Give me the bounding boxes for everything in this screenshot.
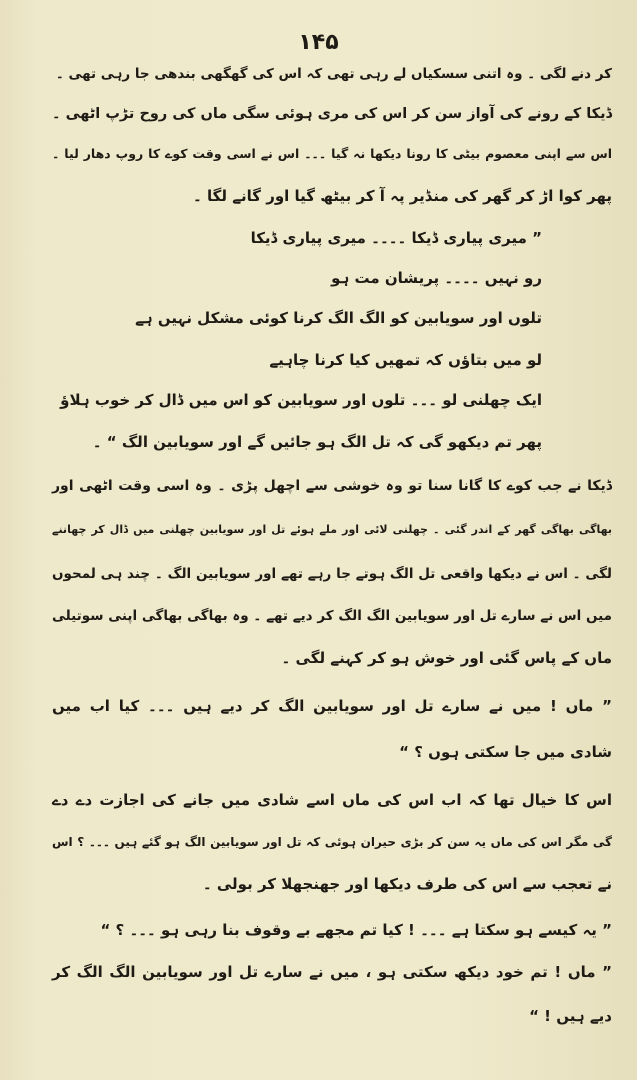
poem-line: لو میں بتاؤں کہ تمھیں کیا کرنا چاہیے — [269, 351, 542, 369]
text-line: بھاگی بھاگی گھر کے اندر گئی ۔ چھلنی لائی اور ملے ہوئے تل اور سویابین چھلنی میں ڈال کر چھاننے — [52, 523, 612, 536]
text-line: ” یہ کیسے ہو سکتا ہے ۔۔۔ ! کیا تم مجھے بے وقوف بنا رہی ہو ۔۔۔ ؟ “ — [100, 921, 612, 939]
text-line: میں اس نے سارے تل اور سویابین الگ الگ کر دیے تھے ۔ وہ بھاگی بھاگی اپنی سوتیلی — [52, 608, 612, 624]
page-number: ۱۴۵ — [298, 30, 339, 55]
text-line: شادی میں جا سکتی ہوں ؟ “ — [399, 743, 612, 761]
text-line: کر دنے لگی ۔ وہ اتنی سسکیاں لے رہی تھی کہ اس کی گھگھی بندھی جا رہی تھی ۔ — [55, 66, 612, 82]
poem-line: رو نہیں ۔۔۔۔ پریشان مت ہو — [331, 269, 542, 287]
text-line: دیے ہیں ! “ — [529, 1007, 612, 1025]
text-line: ماں کے پاس گئی اور خوش ہو کر کہنے لگی ۔ — [281, 649, 612, 667]
text-line: لگی ۔ اس نے دیکھا واقعی تل الگ ہوتے جا رہے تھے اور سویابین الگ ۔ چند ہی لمحوں — [52, 566, 612, 582]
poem-line: پھر تم دیکھو گی کہ تل الگ ہو جائیں گے اور سویابین الگ “ ۔ — [92, 433, 542, 451]
text-line: ڈیکا نے جب کوے کا گانا سنا تو وہ خوشی سے اچھل پڑی ۔ وہ اسی وقت اٹھی اور — [52, 478, 612, 494]
text-line: اس کا خیال تھا کہ اب اس کی ماں اسے شادی میں جانے کی اجازت دے دے — [52, 791, 612, 809]
text-line: گی مگر اس کی ماں یہ سن کر بڑی حیران ہوئی کہ تل اور سویابین الگ ہو گئے ہیں ۔۔۔ ؟ اس — [52, 835, 612, 849]
text-line: ” ماں ! تم خود دیکھ سکتی ہو ، میں نے سارے تل اور سویابین الگ الگ کر — [52, 963, 612, 981]
text-line: ” ماں ! میں نے سارے تل اور سویابین الگ کر دیے ہیں ۔۔۔ کیا اب میں — [52, 697, 612, 715]
poem-line: ” میری پیاری ڈیکا ۔۔۔۔ میری پیاری ڈیکا — [250, 229, 542, 247]
page-text — [52, 60, 612, 1060]
poem-line: ایک چھلنی لو ۔۔۔ تلوں اور سویابین کو اس میں ڈال کر خوب ہلاؤ — [60, 391, 542, 409]
poem-line: تلوں اور سویابین کو الگ الگ کرنا کوئی مشکل نہیں ہے — [135, 309, 542, 327]
text-line: نے تعجب سے اس کی طرف دیکھا اور جھنجھلا کر بولی ۔ — [202, 875, 612, 893]
text-line: اس سے اپنی معصوم بیٹی کا رونا دیکھا نہ گیا ۔۔۔ اس نے اسی وقت کوے کا روپ دھار لیا ۔ — [52, 146, 612, 161]
text-line: ڈیکا کے رونے کی آواز سن کر اس کی مری ہوئی سگی ماں کی روح تڑپ اٹھی ۔ — [52, 106, 612, 122]
text-line: پھر کوا اڑ کر گھر کی منڈیر پہ آ کر بیٹھ گیا اور گانے لگا ۔ — [192, 187, 612, 205]
